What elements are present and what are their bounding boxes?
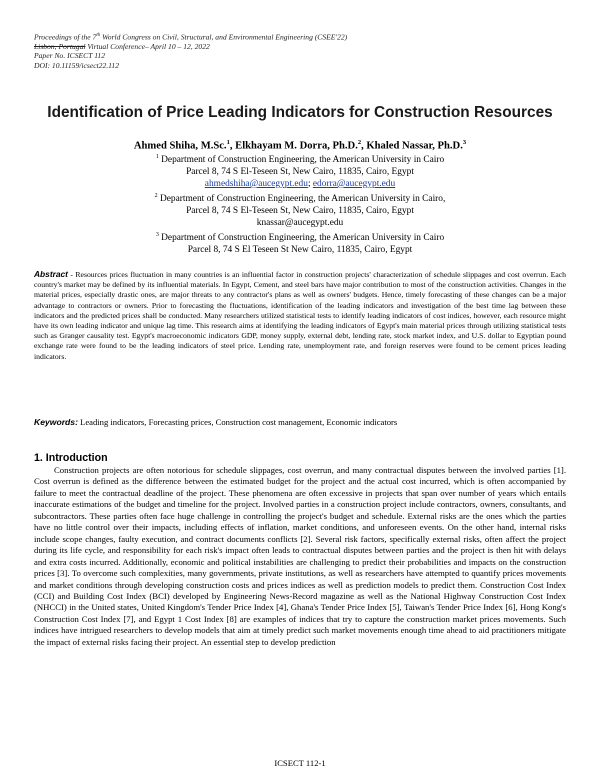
page-header bbox=[34, 31, 574, 70]
author-name: Elkhayam M. Dorra, Ph.D. bbox=[235, 140, 358, 152]
affiliation-3-dept: $^3$ Department of Construction Engineering, the American University in Cairo bbox=[155, 231, 445, 243]
keywords-label: Keywords: bbox=[34, 417, 78, 427]
section-heading: 1. Introduction bbox=[34, 452, 108, 464]
intro-paragraph: Construction projects are often notorious for schedule slippages, cost overrun, and many contractual disputes between the involved parties [1]. Cost overrun is defined as the difference between the estimated budget for the project and the actual cost incurred, which is often accompanied by failure to meet the contractual deadline of the project. These phenomena are often excessive in projects that span over number of years which entails inaccurate estimations of the budget and timeline for the project. Involved parties in a construction project include contractors, owners, consultants, and subcontractors. These parties often face huge challenge in controlling the project's budget and schedule. External risks are the ones which the parties have no little control over their impacts, including effects of inflation, market conditions, and unforeseen events. On the other hand, internal risks include scope changes, faulty execution, and contract documents conflicts [2]. Several risk factors, specifically external risks, often affect the project during its life cycle, and responsibility for each risk's impact often leads to contractual disputes between parties and the project is then hit with delays and extra costs incurred. Additionally, economic and political instabilities are challenging to predict their probabilities and impacts on the construction prices [3]. To overcome such complexities, many governments, private institutions, as well as researchers have attempted to quantify prices movements and market conditions through developing construction costs and prices indices as well as prediction models to predict them. Construction Cost Index (CCI) and Building Cost Index (BCI) developed by Engineering News-Record magazine as well as the National Highway Construction Cost Index (NHCCI) in the United states, United Kingdom's Tender Price Index [4], Ghana's Tender Price Index [5], Taiwan's Tender Price Index [6], Hong Kong's Construction Cost Index [7], and Egypt 1 Cost Index [8] are examples of indices that try to capture the construction market prices movements. Such indices have intrigued researchers to develop models that aim at timely predict such market movements enough time ahead to aid practitioners mitigate the impact of external risks facing their project. An essential step to develop prediction bbox=[34, 465, 566, 647]
author-list: Ahmed Shiha, M.Sc.$^1$, Elkhayam M. Dorra, Ph.D.$^2$, Khaled Nassar, Ph.D.$^3$ bbox=[133, 139, 467, 152]
doi: DOI: 10.11159/icsect22.112 bbox=[34, 60, 119, 70]
affiliation-2-address: Parcel 8, 74 S El-Teseen St, New Cairo, 11835, Cairo, Egypt bbox=[186, 205, 414, 216]
affiliation-1-dept: $^1$ Department of Construction Engineering, the American University in Cairo bbox=[155, 154, 445, 166]
keywords-text: Leading indicators, Forecasting prices, Construction cost management, Economic indicators bbox=[77, 417, 398, 427]
affiliation-2-email: knassar@aucegypt.edu bbox=[256, 217, 344, 228]
abstract bbox=[34, 269, 566, 362]
conference-location-line: Lisbon, Portugal Virtual Conference– April 10 – 12, 2022 bbox=[34, 41, 210, 51]
affiliation-1-emails: ahmedshiha@aucegypt.edu; edorra@aucegypt.edu bbox=[204, 178, 396, 189]
email-link[interactable]: ahmedshiha@aucegypt.edu bbox=[204, 178, 308, 189]
author-name: Khaled Nassar, Ph.D. bbox=[366, 140, 463, 152]
affiliation-1-address: Parcel 8, 74 S El-Teseen St, New Cairo, 11835, Cairo, Egypt bbox=[186, 167, 414, 178]
abstract-label: Abstract bbox=[34, 269, 68, 279]
paper-number: Paper No. ICSECT 112 bbox=[34, 51, 106, 61]
proceedings-line: Proceedings of the 7th World Congress on Civil, Structural, and Environmental Engineering (CSEE'22) bbox=[34, 32, 348, 42]
struck-location: Lisbon, Portugal bbox=[34, 41, 86, 51]
affiliations bbox=[60, 152, 540, 257]
author-name: Ahmed Shiha, M.Sc. bbox=[133, 140, 227, 152]
page-footer: ICSECT 112-1 bbox=[274, 758, 326, 768]
affiliation-2-dept: $^2$ Department of Construction Engineering, the American University in Cairo, bbox=[154, 192, 446, 204]
affiliation-3-address: Parcel 8, 74 S El Teseen St New Cairo, 11835, Cairo, Egypt bbox=[187, 244, 413, 255]
email-link[interactable]: edorra@aucegypt.edu bbox=[312, 178, 396, 189]
keywords bbox=[34, 417, 566, 427]
paper-title: Identification of Price Leading Indicators for Construction Resources bbox=[47, 104, 553, 121]
abstract-text: - Resources prices fluctuation in many countries is an influential factor in construction projects' characterization of schedule slippages and cost overrun. Each country's market may be defined by its influential materials. In Egypt, Cement, and steel bars have major contribution to most of the construction activities. Changes in the material prices, especially drastic ones, are major threats to any contractor's plans as well as owners' budgets. Hence, timely forecasting of these changes can be a major advantage to contractors or owners. Prior to forecasting the fluctuations, identification of the leading indicators and investigation of the best time lag between these indicators and the predicted prices shall be conducted. Many researchers utilized statistical tests to identify leading indicators of cost indices, however, each resource might have its own leading indicator and unique lag time. This research aims at identifying the leading indicators of Egypt's main material prices through utilizing statistical tests such as Granger causality test. Egypt's macroeconomic indicators GDP, money supply, external debt, lending rate, stock market index, and U.S. dollar to Egyptian pound exchange rate were found to be the leading indicators of steel price. Lending rate, unemployment rate, and foreign reserves were found to be cement prices leading indicators. bbox=[34, 270, 566, 361]
